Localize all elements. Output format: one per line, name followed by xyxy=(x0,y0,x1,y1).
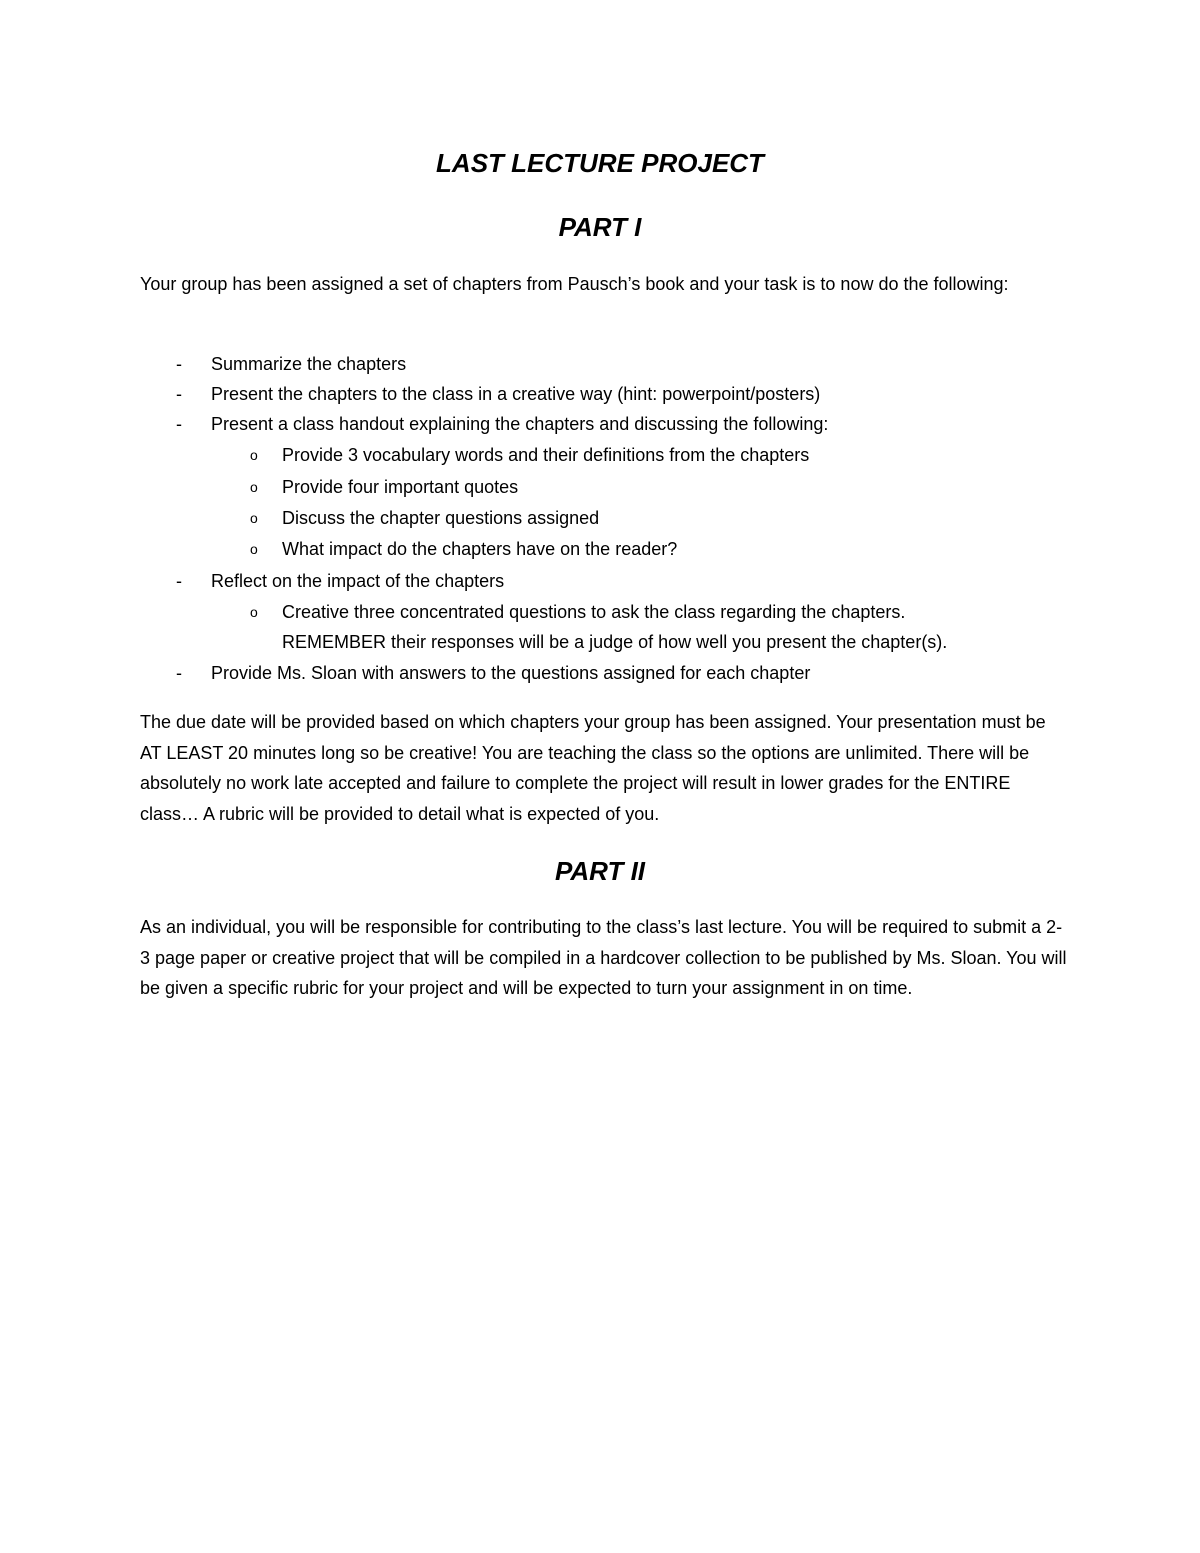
part1-heading: PART I xyxy=(558,212,642,242)
sub-bullet-marker: o xyxy=(250,604,258,620)
sub-list-item: Creative three concentrated questions to ask the class regarding the chapters. xyxy=(282,602,906,622)
bullet-marker: - xyxy=(176,414,182,434)
document-title: LAST LECTURE PROJECT xyxy=(436,148,764,178)
sub-bullet-marker: o xyxy=(250,479,258,495)
bullet-marker: - xyxy=(176,354,182,374)
part2-paragraph: As an individual, you will be responsible for contributing to the class’s last lecture. You will be required to submit a 2-3 page paper or creative project that will be compiled in a hardcover collection to be published by Ms. Sloan. You will be given a specific rubric for your project and will be expected to turn your assignment in on time. xyxy=(140,917,1067,998)
sub-list-item: Provide 3 vocabulary words and their definitions from the chapters xyxy=(282,445,810,465)
list-item: Present the chapters to the class in a creative way (hint: powerpoint/posters) xyxy=(211,384,821,404)
sub-list-item-continuation: REMEMBER their responses will be a judge of how well you present the chapter(s). xyxy=(282,632,948,652)
bullet-marker: - xyxy=(176,663,182,683)
list-item: Provide Ms. Sloan with answers to the questions assigned for each chapter xyxy=(211,663,811,683)
part2-heading: PART II xyxy=(554,856,646,886)
sub-bullet-marker: o xyxy=(250,510,258,526)
due-date-paragraph: The due date will be provided based on which chapters your group has been assigned. Your presentation must be AT LEAST 20 minutes long so be creative! You are teaching the class so the options are unlimited. There will be absolutely no work late accepted and failure to complete the project will result in lower grades for the ENTIRE class… A rubric will be provided to detail what is expected of you. xyxy=(140,712,1046,824)
list-item: Present a class handout explaining the chapters and discussing the following: xyxy=(211,414,829,434)
sub-bullet-marker: o xyxy=(250,447,258,463)
sub-list-item: Discuss the chapter questions assigned xyxy=(282,508,600,528)
bullet-marker: - xyxy=(176,571,182,591)
sub-list-item: Provide four important quotes xyxy=(282,477,519,497)
sub-list-item: What impact do the chapters have on the reader? xyxy=(282,539,678,559)
part1-intro: Your group has been assigned a set of chapters from Pausch’s book and your task is to now do the following: xyxy=(140,274,1009,294)
list-item: Summarize the chapters xyxy=(211,354,407,374)
sub-bullet-marker: o xyxy=(250,541,258,557)
list-item: Reflect on the impact of the chapters xyxy=(211,571,505,591)
bullet-marker: - xyxy=(176,384,182,404)
